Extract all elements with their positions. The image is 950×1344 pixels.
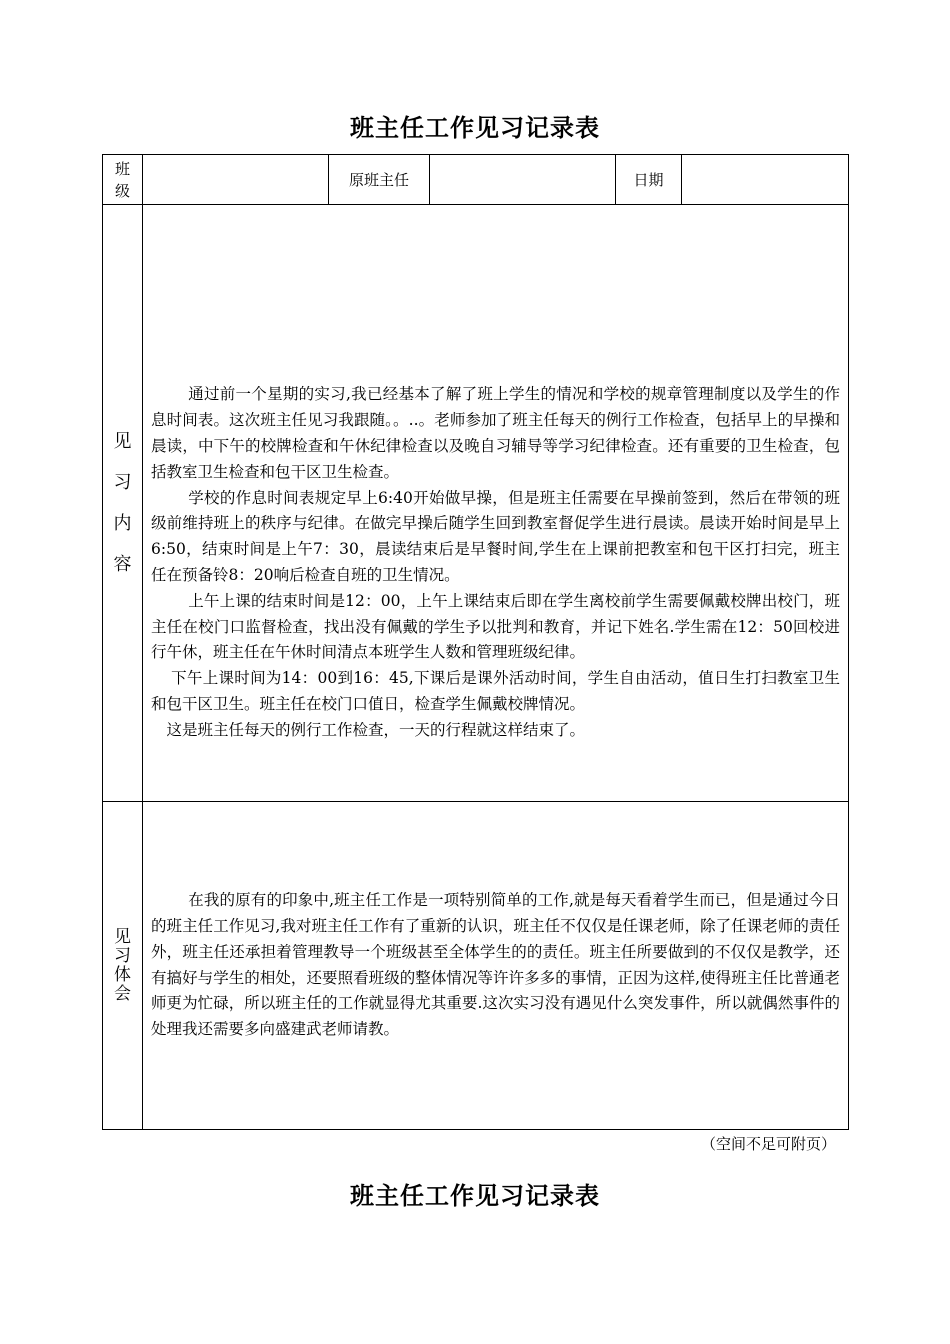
experience-label-char-4: 会: [114, 983, 131, 1004]
page-title: 班主任工作见习记录表: [350, 113, 600, 142]
content-label-cell: [103, 205, 143, 802]
class-value-cell[interactable]: [143, 155, 329, 205]
class-label-cell: [103, 155, 143, 205]
content-label-char-3: 内: [113, 513, 132, 534]
content-paragraph: 这是班主任每天的例行工作检查，一天的行程就这样结束了。: [166, 720, 586, 739]
original-teacher-value-cell[interactable]: [430, 155, 616, 205]
content-row: [103, 205, 849, 802]
class-label-2: 级: [114, 181, 130, 200]
class-label-1: 班: [114, 159, 130, 178]
content-label-char-2: 习: [113, 472, 132, 493]
date-label: 日期: [616, 155, 682, 205]
form-header-row: [103, 155, 849, 205]
content-paragraph: 通过前一个星期的实习,我已经基本了解了班上学生的情况和学校的规章管理制度以及学生的作息时间表。这次班主任见习我跟随。。..。老师参加了班主任每天的例行工作检查，包括早上的早操和晨读，中下午的校牌检查和午休纪律检查以及晚自习辅导等学习纪律检查。还有重要的卫生检查，包括教室卫生检查和包干区卫生检查。: [151, 385, 840, 481]
experience-row: [103, 802, 849, 1130]
content-text-cell[interactable]: [143, 205, 849, 802]
record-form-table: [102, 154, 849, 1130]
experience-paragraph: 在我的原有的印象中,班主任工作是一项特别简单的工作,就是每天看着学生而已，但是通过今日的班主任工作见习,我对班主任工作有了重新的认识，班主任不仅仅是任课老师，除了任课老师的责任外，班主任还承担着管理教导一个班级甚至全体学生的的责任。班主任所要做到的不仅仅是教学，还有搞好与学生的相处，还要照看班级的整体情况等许许多多的事情，正因为这样,使得班主任比普通老师更为忙碌，所以班主任的工作就显得尤其重要.这次实习没有遇见什么突发事件，所以就偶然事件的处理我还需要多向盛建武老师请教。: [151, 891, 840, 1039]
next-page-title: 班主任工作见习记录表: [350, 1181, 600, 1210]
content-label-char-1: 见: [113, 431, 132, 452]
experience-text-cell[interactable]: [143, 802, 849, 1130]
content-paragraph: 上午上课的结束时间是12：00，上午上课结束后即在学生离校前学生需要佩戴校牌出校门，班主任在校门口监督检查，找出没有佩戴的学生予以批判和教育，并记下姓名.学生需在12：50回校进行午休，班主任在午休时间清点本班学生人数和管理班级纪律。: [151, 591, 840, 662]
experience-label-char-3: 体: [114, 964, 131, 985]
content-paragraph: 下午上课时间为14：00到16：45,下课后是课外活动时间，学生自由活动，值日生打扫教室卫生和包干区卫生。班主任在校门口值日，检查学生佩戴校牌情况。: [151, 669, 840, 713]
content-label-char-4: 容: [113, 554, 132, 575]
date-value-cell[interactable]: [682, 155, 849, 205]
experience-label-char-2: 习: [114, 945, 131, 966]
experience-label-char-1: 见: [114, 926, 131, 947]
content-paragraph: 学校的作息时间表规定早上6:40开始做早操，但是班主任需要在早操前签到，然后在带领的班级前维持班上的秩序与纪律。在做完早操后随学生回到教室督促学生进行晨读。晨读开始时间是早上6:50，结束时间是上午7：30，晨读结束后是早餐时间,学生在上课前把教室和包干区打扫完，班主任在预备铃8：20响后检查自班的卫生情况。: [151, 488, 840, 584]
original-teacher-label: 原班主任: [329, 155, 430, 205]
footer-note: （空间不足可附页）: [700, 1135, 836, 1153]
experience-label-cell: [103, 802, 143, 1130]
